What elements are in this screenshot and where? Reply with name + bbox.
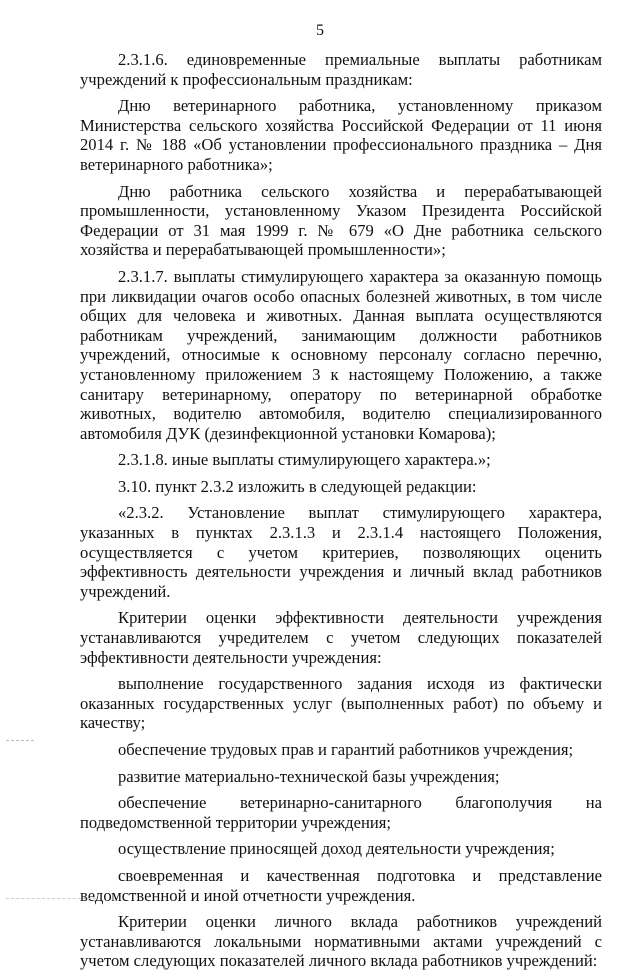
scan-artifact-bottom [6, 898, 96, 900]
list-item-labor-rights: обеспечение трудовых прав и гарантий работников учреждения; [118, 740, 574, 759]
list-item-income-activity: осуществление приносящей доход деятельности учреждения; [118, 839, 555, 859]
paragraph-2-3-1-6: 2.3.1.6. единовременные премиальные выплаты работникам учреждений к профессиональным праздникам: [80, 50, 602, 89]
paragraph-3-10: 3.10. пункт 2.3.2 изложить в следующей редакции: [118, 476, 477, 496]
paragraph-2-3-1-8: 2.3.1.8. иные выплаты стимулирующего характера.»; [118, 450, 491, 470]
scan-artifact-left [6, 740, 34, 742]
paragraph-2-3-2: «2.3.2. Установление выплат стимулирующего характера, указанных в пунктах 2.3.1.3 и 2.3.1.4 настоящего Положения, осуществляется с учетом критериев, позволяющих оценить эффективность деятельности учреждения и личный вклад работников учреждений. [80, 503, 602, 601]
page-number: 5 [316, 22, 324, 39]
paragraph-2-3-1-7: 2.3.1.7. выплаты стимулирующего характера за оказанную помощь при ликвидации очагов особо опасных болезней животных, в том числе общих для человека и животных. Данная выплата осуществляются работникам учреждений, занимающим должности работников учреждений, относимые к основному персоналу согласно перечню, установленному приложением 3 к настоящему Положению, а также санитару ветеринарному, оператору по ветеринарной обработке животных, водителю автомобиля, водителю специализированного автомобиля ДУК (дезинфекционной установки Комарова); [80, 266, 602, 443]
list-item-material-base: развитие материально-технической базы учреждения; [118, 766, 500, 786]
list-item-reporting: своевременная и качественная подготовка и представление ведомственной и иной отчетности учреждения. [80, 865, 602, 905]
paragraph-criteria-efficiency: Критерии оценки эффективности деятельности учреждения устанавливаются учредителем с учетом следующих показателей эффективности деятельности учреждения: [80, 608, 602, 667]
paragraph-criteria-personal: Критерии оценки личного вклада работников учреждений устанавливаются локальными нормативными актами учреждений с учетом следующих показателей личного вклада работников учреждений: [80, 912, 602, 971]
document-body [80, 50, 602, 978]
paragraph-agriculture-day: Дню работника сельского хозяйства и перерабатывающей промышленности, установленному Указом Президента Российской Федерации от 31 мая 1999 г. № 679 «О Дне работника сельского хозяйства и перерабатывающей промышленности»; [80, 181, 602, 260]
list-item-veterinary-welfare: обеспечение ветеринарно-санитарного благополучия на подведомственной территории учреждения; [80, 793, 602, 832]
list-item-state-assignment: выполнение государственного задания исходя из фактически оказанных государственных услуг (выполненных работ) по объему и качеству; [80, 674, 602, 733]
paragraph-veterinary-day: Дню ветеринарного работника, установленному приказом Министерства сельского хозяйства Российской Федерации от 11 июня 2014 г. № 188 «Об установлении профессионального праздника – Дня ветеринарного работника»; [80, 96, 602, 174]
